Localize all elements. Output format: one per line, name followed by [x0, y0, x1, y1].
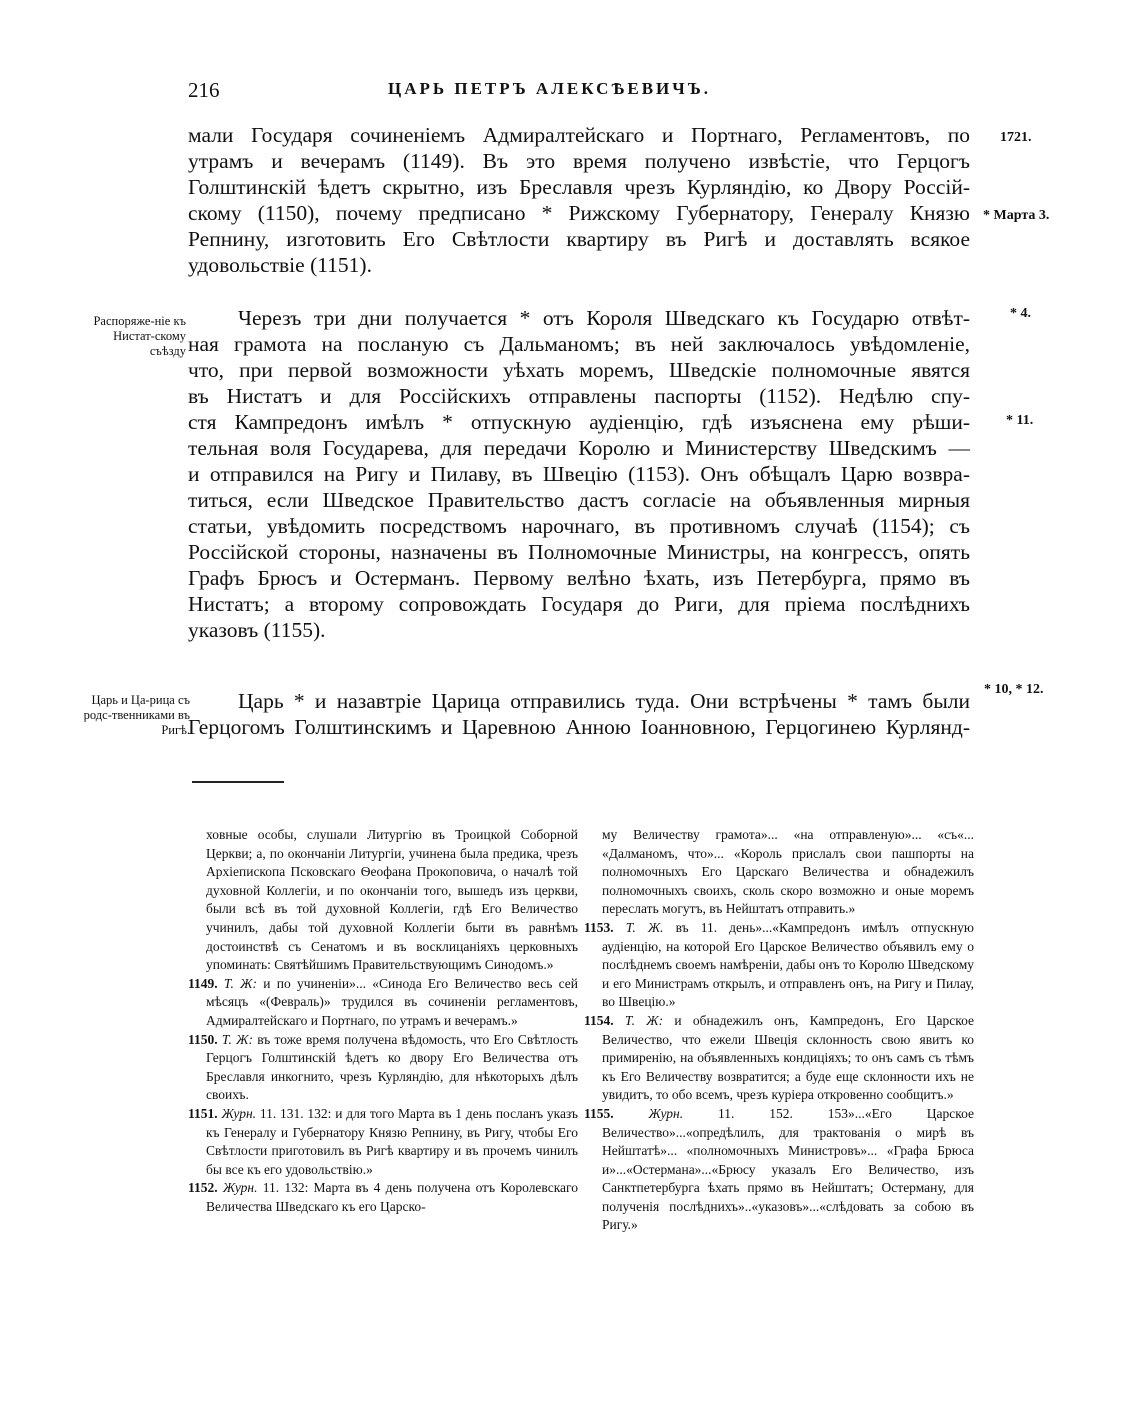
footnote [188, 975, 578, 1031]
footnote-source: Т. Ж: [221, 1031, 253, 1047]
footnote-text: и по учиненіи»... «Синода Его Величество весь сей мѣсяцъ «(Февраль)» трудился въ сочиненіи регламентовъ, Адмиралтейскаго и Портнаго, по утрамъ и вечерамъ.» [206, 975, 578, 1028]
footnote-text: 11. 152. 153»...«Его Царское Величество»...«опредѣлилъ, для трактованія о мирѣ въ Нейштатѣ»... «полномочныхъ Министровъ»... «Графа Брюса и»...«Остермана»...«Брюсу указалъ Его Величество, изъ Санктпетербурга ѣхать прямо въ Нейштатъ; Остерману, для полученія послѣднихъ»..«указовъ»...«слѣдовать за собою въ Ригу.» [602, 1105, 975, 1233]
footnote-continuation [584, 826, 974, 919]
margin-date: * 11. [1006, 413, 1034, 428]
text-line: титься, если Шведское Правительство дастъ согласіе на объявленныя мирныя [188, 488, 970, 512]
footnotes-left-column [188, 826, 578, 1216]
text-line: Царь * и назавтріе Царица отправились туда. Они встрѣчены * тамъ были [238, 689, 970, 713]
footnote [188, 1105, 578, 1179]
text-line: статьи, увѣдомить посредствомъ нарочнаго, въ противномъ случаѣ (1154); съ [188, 514, 970, 538]
text-line: удовольствіе (1151). [188, 253, 372, 277]
margin-date: * Марта 3. [983, 208, 1050, 223]
footnote-text: въ тоже время получена вѣдомость, что Его Свѣтлость Герцогъ Голштинскій ѣдетъ ко двору Его Величества отъ Бреславля инкогнито, чрезъ Курляндію, для нѣкоторыхъ дѣлъ своихъ. [206, 1031, 578, 1103]
footnotes-right-column [584, 826, 974, 1235]
footnote-number: 1150. [188, 1031, 218, 1047]
text-line: мали Государя сочиненіемъ Адмиралтейскаго и Портнаго, Регламентовъ, по [188, 123, 970, 147]
footnote-text: му Величеству грамота»... «на отправленую»... «съ«... «Далманомъ, что»... «Король прислалъ свои пашпорты на полномочныхъ Его Царскаго Величества и обнадежилъ полномочныхъ своихъ, сколь скоро возможно и оные моремъ переслать могутъ, въ Нейштатъ отправить.» [602, 827, 974, 917]
text-line: утрамъ и вечерамъ (1149). Въ это время получено извѣстіе, что Герцогъ [188, 149, 970, 173]
footnote-source: Т. Ж: [223, 975, 258, 991]
text-line: тельная воля Государева, для передачи Королю и Министерству Шведскимъ — [188, 436, 970, 460]
text-line: Нистатъ; а второму сопровождать Государя до Риги, для пріема послѣднихъ [188, 592, 970, 616]
footnote [188, 1179, 578, 1216]
footnote-number: 1153. [584, 919, 614, 935]
margin-date-year: 1721. [1000, 130, 1032, 145]
text-line: Графъ Брюсъ и Остерманъ. Первому велѣно ѣхать, изъ Петербурга, прямо въ [188, 566, 970, 590]
text-line: въ Нистатъ и для Россійскихъ отправлены паспорты (1152). Недѣлю спу- [188, 384, 970, 408]
text-line: Россійской стороны, назначены въ Полномочные Министры, на конгрессъ, опять [188, 540, 970, 564]
footnote-number: 1151. [188, 1105, 218, 1121]
footnote-number: 1155. [584, 1105, 614, 1121]
text-line: Герцогомъ Голштинскимъ и Царевною Анною Іоанновною, Герцогинею Курлянд- [188, 715, 970, 739]
footnote-source: Т. Ж. [625, 919, 664, 935]
footnote-number: 1149. [188, 975, 218, 991]
text-line: указовъ (1155). [188, 618, 326, 642]
footnote [188, 1031, 578, 1105]
page-number: 216 [188, 78, 220, 102]
text-line: Голштинскій ѣдетъ скрытно, изъ Бреславля чрезъ Курляндію, ко Двору Россій- [188, 175, 970, 199]
footnote-number: 1154. [584, 1012, 614, 1028]
text-line: и отправился на Ригу и Пилаву, въ Швецію (1153). Онъ обѣщалъ Царю возвра- [188, 462, 970, 486]
footnote-source: Журн. [222, 1180, 258, 1196]
text-line: ная грамота на посланую съ Дальманомъ; въ ней заключалось увѣдомленіе, [188, 332, 970, 356]
footnote-text: 11. 132: Марта въ 4 день получена отъ Королевскаго Величества Шведскаго къ его Царско- [206, 1180, 579, 1214]
text-line: что, при первой возможности уѣхать моремъ, Шведскіе полномочные явятся [188, 358, 970, 382]
footnote-source: Журн. [221, 1105, 257, 1121]
text-line: скому (1150), почему предписано * Рижскому Губернатору, Генералу Князю [188, 201, 970, 225]
running-title: ЦАРЬ ПЕТРЪ АЛЕКСѢЕВИЧЪ. [388, 79, 711, 98]
text-line: стя Кампредонъ имѣлъ * отпускную аудіенцію, гдѣ изъяснена ему рѣши- [188, 410, 970, 434]
footnote-text: 11. 131. 132: и для того Марта въ 1 день посланъ указъ къ Генералу и Губернатору Князю Репнину, въ Ригу, чтобы Его Свѣтлости приготовилъ въ Ригѣ квартиру и въ прочемъ чинилъ бы все къ его удовольствію.» [206, 1105, 579, 1177]
footnote-text: въ 11. день»...«Кампредонъ имѣлъ отпускную аудіенцію, на которой Его Царское Величество объявилъ ему о послѣднемъ своемъ намѣреніи, дабы онъ то Королю Шведскому и его Министрамъ открылъ, и отправленъ онъ, на Ригу и Пилау, во Швецію.» [602, 919, 975, 1010]
margin-date: * 4. [1010, 306, 1031, 321]
footnote-continuation [188, 826, 578, 975]
footnote [584, 919, 974, 1012]
footnote-source: Журн. [648, 1105, 684, 1121]
footnote-number: 1152. [188, 1180, 218, 1196]
text-line: Черезъ три дни получается * отъ Короля Шведскаго къ Государю отвѣт- [238, 306, 970, 330]
side-note: Распоряже-ніе къ Нистат-скому съѣзду [93, 314, 186, 358]
side-note: Царь и Ца-рица съ родс-твенниками въ Ригѣ. [83, 693, 190, 737]
margin-date: * 10, * 12. [984, 682, 1044, 697]
footnote [584, 1012, 974, 1105]
text-line: Репнину, изготовить Его Свѣтлости квартиру въ Ригѣ и доставлять всякое [188, 227, 970, 251]
footnote-divider [192, 781, 284, 783]
footnote-text: и обнадежилъ онъ, Кампредонъ, Его Царское Величество, что ежели Швеція склонность свою явитъ ко примиренію, на объявленныхъ кондиціяхъ; то онъ самъ съ тѣмъ къ Его Величеству возвратится; а буде еще склонности ихъ не увидитъ, то обо всемъ, чрезъ куріера откровенно сообщитъ.» [602, 1012, 974, 1103]
footnote-text: ховные особы, слушали Литургію въ Троицкой Соборной Церкви; а, по окончаніи Литургіи, учинена была предика, чрезъ Архіепископа Псковскаго Ѳеофана Прокоповича, о началѣ той духовной Коллегіи, и по окончаніи того, вышедъ изъ церкви, были всѣ въ той духовной Коллегіи, гдѣ Его Величество учинилъ, дабы той духовной Коллегіи быти въ равнѣмъ достоинствѣ съ Сенатомъ и въ восклицаніяхъ церковныхъ упоминать: Святѣйшимъ Правительствующимъ Синодомъ.» [206, 827, 578, 973]
footnote [584, 1105, 974, 1235]
footnote-source: Т. Ж: [624, 1012, 664, 1028]
